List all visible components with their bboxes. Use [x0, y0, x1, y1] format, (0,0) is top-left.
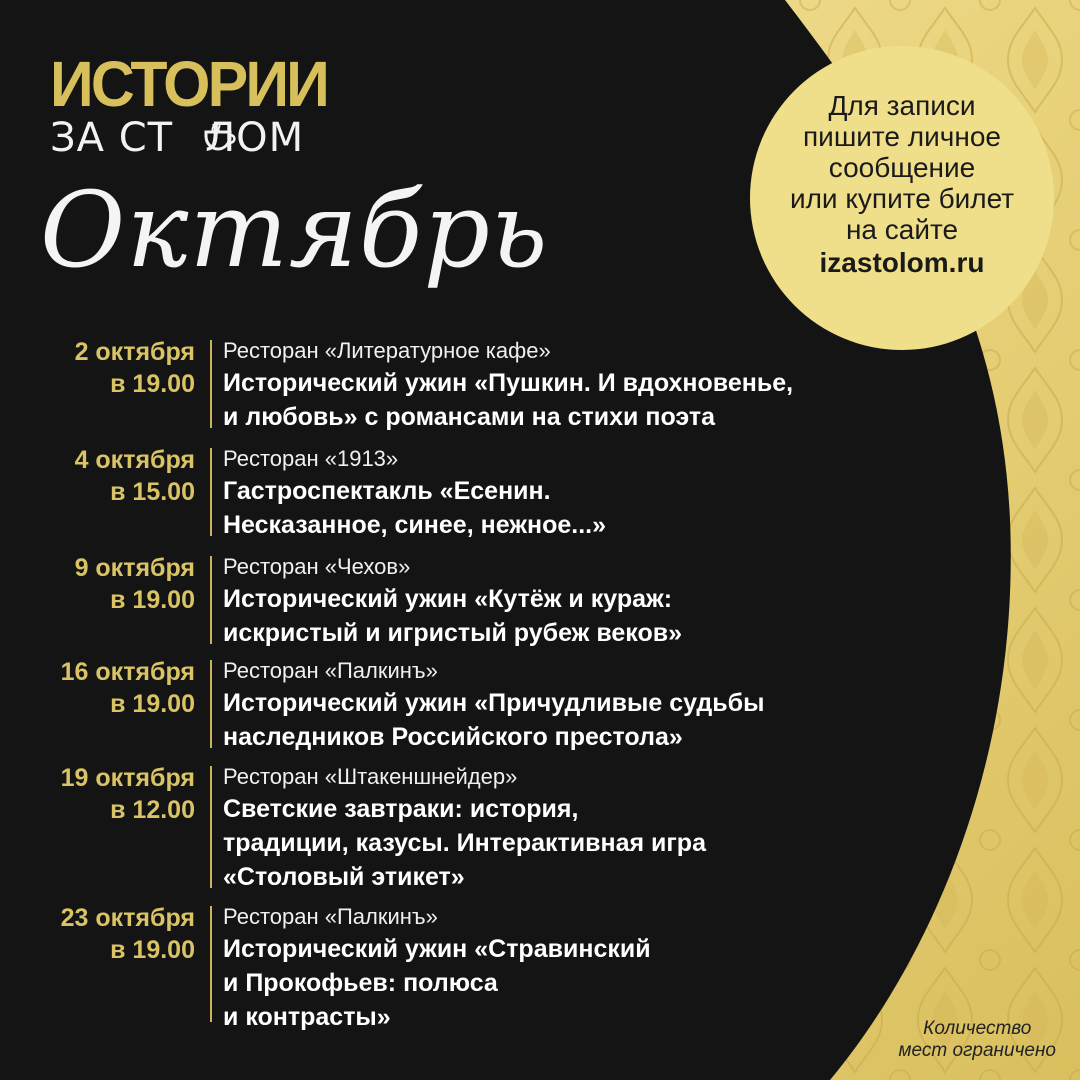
- event-time: в 19.00: [110, 690, 195, 718]
- event-venue: Ресторан «Палкинъ»: [223, 658, 438, 683]
- event-day: 16 октября: [60, 658, 195, 686]
- event-title: Гастроспектакль «Есенин. Несказанное, синее, нежное...»: [223, 477, 607, 539]
- event-date: [0, 656, 195, 720]
- info-line: пишите личное: [803, 121, 1001, 152]
- footer-line: мест ограничено: [898, 1040, 1056, 1061]
- footer-line: Количество: [923, 1018, 1032, 1039]
- event-title: Исторический ужин «Причудливые судьбы наследников Российского престола»: [223, 689, 765, 751]
- seats-limited-note: [898, 1018, 1056, 1062]
- event-info: [223, 336, 883, 434]
- event-info: [223, 444, 883, 542]
- event-info: [223, 762, 883, 894]
- event-title: Исторический ужин «Кутёж и кураж: искристый и игристый рубеж веков»: [223, 585, 682, 647]
- website-link[interactable]: izastolom.ru: [819, 247, 985, 278]
- event-time: в 15.00: [110, 478, 195, 506]
- event-day: 23 октября: [60, 904, 195, 932]
- event-date: [0, 552, 195, 616]
- event-title: Светские завтраки: история, традиции, казусы. Интерактивная игра «Столовый этикет»: [223, 795, 706, 891]
- event-time: в 12.00: [110, 796, 195, 824]
- logo-subtitle-part1: ЗА СТ: [50, 115, 174, 161]
- event-day: 9 октября: [74, 554, 195, 582]
- event-time: в 19.00: [110, 936, 195, 964]
- logo-subtitle: [50, 115, 305, 161]
- event-venue: Ресторан «Чехов»: [223, 554, 411, 579]
- event-day: 19 октября: [60, 764, 195, 792]
- event-date: [0, 444, 195, 508]
- event-venue: Ресторан «1913»: [223, 446, 399, 471]
- event-day: 2 октября: [74, 338, 195, 366]
- event-venue: Ресторан «Штакеншнейдер»: [223, 764, 518, 789]
- event-divider: [210, 660, 212, 748]
- info-line: на сайте: [845, 214, 959, 245]
- event-time: в 19.00: [110, 370, 195, 398]
- info-line: или купите билет: [789, 183, 1015, 214]
- event-divider: [210, 766, 212, 888]
- event-title: Исторический ужин «Пушкин. И вдохновенье, и любовь» с романсами на стихи поэта: [223, 369, 794, 431]
- event-date: [0, 762, 195, 826]
- event-date: [0, 902, 195, 966]
- event-info: [223, 902, 883, 1034]
- event-venue: Ресторан «Палкинъ»: [223, 904, 438, 929]
- logo: [50, 48, 328, 161]
- event-divider: [210, 448, 212, 536]
- info-line: Для записи: [828, 90, 976, 121]
- info-text: [750, 90, 1054, 278]
- event-info: [223, 656, 883, 754]
- event-venue: Ресторан «Литературное кафе»: [223, 338, 551, 363]
- event-info: [223, 552, 883, 650]
- event-date: [0, 336, 195, 400]
- cup-icon: [203, 122, 237, 152]
- month-title: Октябрь: [40, 169, 549, 291]
- event-divider: [210, 340, 212, 428]
- event-time: в 19.00: [110, 586, 195, 614]
- event-title: Исторический ужин «Стравинский и Прокофьев: полюса и контрасты»: [223, 935, 651, 1031]
- logo-subtitle-part2: ЛОМ: [205, 115, 305, 161]
- logo-title: ИСТОРИИ: [50, 48, 328, 120]
- event-divider: [210, 906, 212, 1022]
- event-divider: [210, 556, 212, 644]
- info-line: сообщение: [828, 152, 976, 183]
- event-day: 4 октября: [74, 446, 195, 474]
- info-circle: [750, 46, 1054, 350]
